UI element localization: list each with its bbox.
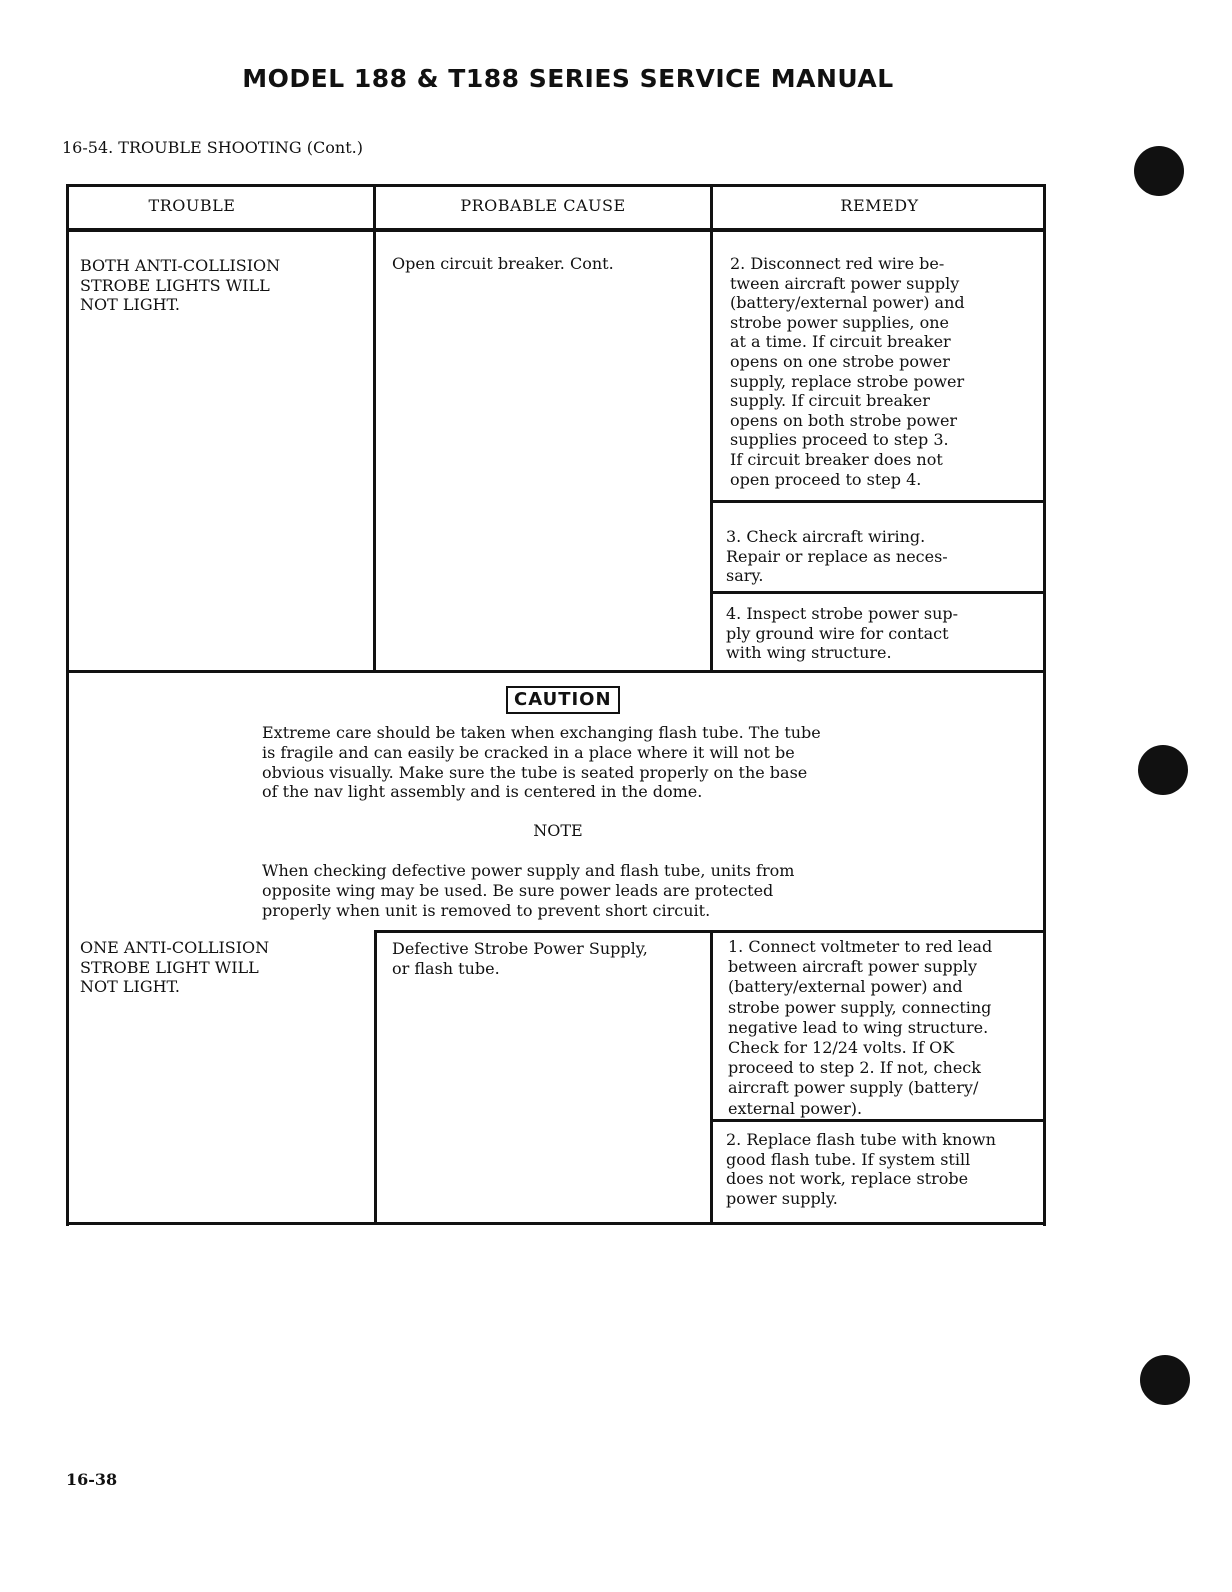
cause-open-breaker: Open circuit breaker. Cont. <box>392 254 614 273</box>
section-heading: 16-54. TROUBLE SHOOTING (Cont.) <box>62 138 363 157</box>
table-border-top <box>66 184 1046 187</box>
note-text: When checking defective power supply and flash tube, units from opposite wing may be used. Be sure power leads are protected properly when unit is removed to prevent short circuit. <box>262 861 795 920</box>
col-divider-2-row2 <box>710 930 713 1224</box>
binder-hole-bottom <box>1140 1355 1190 1405</box>
remedy-divider-b <box>710 591 1046 594</box>
remedy-divider-a <box>710 500 1046 503</box>
remedy-step-1: 1. Connect voltmeter to red lead between aircraft power supply (battery/external power) and strobe power supply, connecting negative lead to wing structure. Check for 12/24 volts. If OK proceed to step 2. If not, check aircraft power supply (battery/ external power). <box>728 937 993 1118</box>
table-border-left <box>66 184 69 1226</box>
cause-defective-supply: Defective Strobe Power Supply, or flash tube. <box>392 939 648 978</box>
remedy-step-2b: 2. Replace flash tube with known good flash tube. If system still does not work, replace strobe power supply. <box>726 1130 996 1208</box>
remedy-step-4: 4. Inspect strobe power sup- ply ground wire for contact with wing structure. <box>726 604 959 663</box>
col-divider-2-row1 <box>710 184 713 672</box>
header-divider <box>66 228 1046 232</box>
note-label: NOTE <box>533 821 583 840</box>
caution-text: Extreme care should be taken when exchanging flash tube. The tube is fragile and can easily be cracked in a place where it will not be obvious visually. Make sure the tube is seated properly on the base of the nav light assembly and is centered in the dome. <box>262 723 821 802</box>
col-header-remedy: REMEDY <box>840 196 919 215</box>
row1-divider <box>66 670 1046 673</box>
caution-label: CAUTION <box>506 686 620 714</box>
binder-hole-middle <box>1138 745 1188 795</box>
remedy-divider-c <box>710 1119 1046 1122</box>
col-divider-1-row2 <box>374 930 377 1224</box>
table-border-right <box>1043 184 1046 1226</box>
table-border-bottom <box>66 1222 1046 1225</box>
page-title: MODEL 188 & T188 SERIES SERVICE MANUAL <box>242 64 894 93</box>
remedy-step-2: 2. Disconnect red wire be- tween aircraft power supply (battery/external power) and strobe power supplies, one at a time. If circuit breaker opens on one strobe power supply, replace strobe power supply. If circuit breaker opens on both strobe power supplies proceed to step 3. If circuit breaker does not open proceed to step 4. <box>730 254 965 489</box>
binder-hole-top <box>1134 146 1184 196</box>
col-header-trouble: TROUBLE <box>148 196 236 215</box>
page-number: 16-38 <box>66 1470 118 1489</box>
remedy-step-3: 3. Check aircraft wiring. Repair or replace as neces- sary. <box>726 527 948 586</box>
col-divider-1-row1 <box>373 184 376 672</box>
trouble-both-lights: BOTH ANTI-COLLISION STROBE LIGHTS WILL NOT LIGHT. <box>80 256 281 315</box>
trouble-one-light: ONE ANTI-COLLISION STROBE LIGHT WILL NOT LIGHT. <box>80 938 270 997</box>
col-header-probable-cause: PROBABLE CAUSE <box>460 196 626 215</box>
